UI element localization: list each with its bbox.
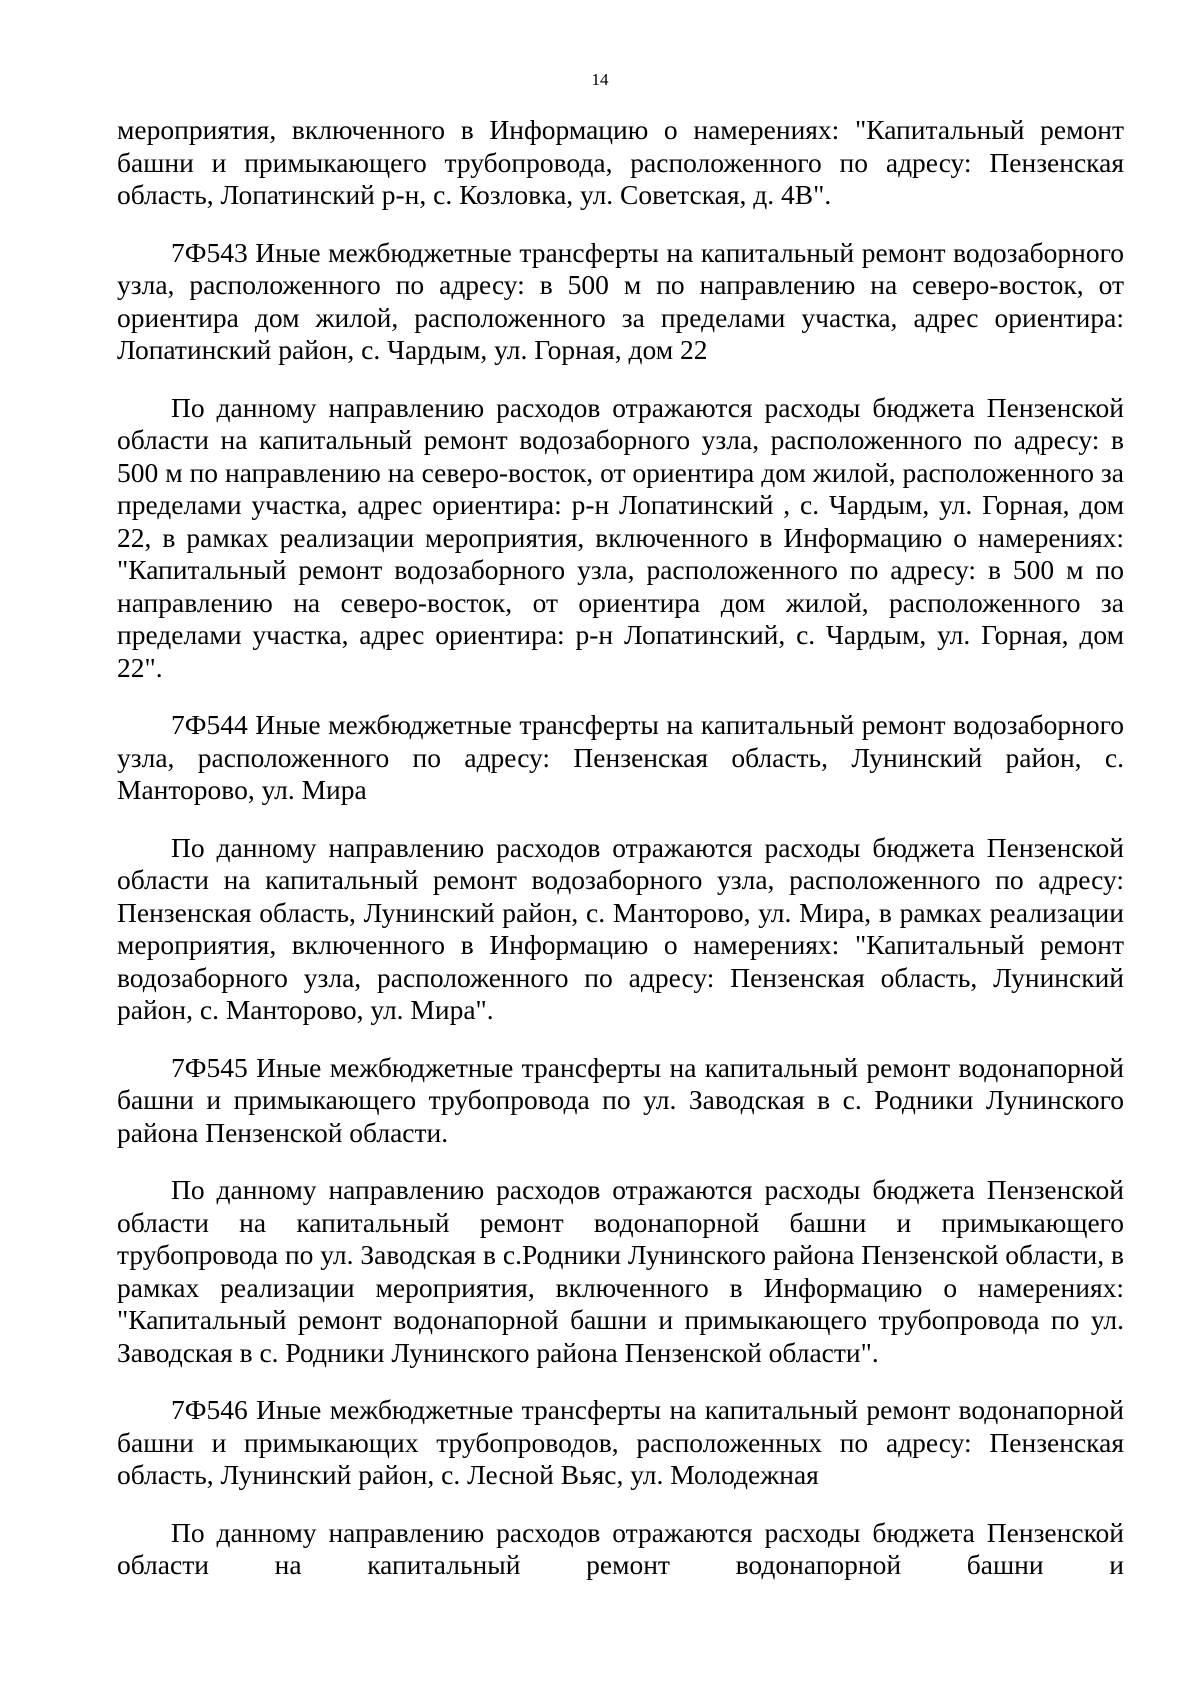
paragraph-7f544-title: 7Ф544 Иные межбюджетные трансферты на капитальный ремонт водозаборного узла, расположенного по адресу: Пензенская область, Лунинский район, с. Манторово, ул. Мира xyxy=(117,709,1124,805)
paragraph-7f546-description: По данному направлению расходов отражаются расходы бюджета Пензенской области на капитальный ремонт водонапорной башни и xyxy=(117,1516,1124,1580)
paragraph-7f546-title: 7Ф546 Иные межбюджетные трансферты на капитальный ремонт водонапорной башни и примыкающих трубопроводов, расположенных по адресу: Пензенская область, Лунинский район, с. Лесной Вьяс, ул. Молодежная xyxy=(117,1394,1124,1490)
paragraph-7f545-title: 7Ф545 Иные межбюджетные трансферты на капитальный ремонт водонапорной башни и примыкающего трубопровода по ул. Заводская в с. Родники Лунинского района Пензенской области. xyxy=(117,1051,1124,1148)
document-body xyxy=(117,114,1124,1607)
page-number: 14 xyxy=(591,70,609,89)
paragraph-7f543-description: По данному направлению расходов отражаются расходы бюджета Пензенской области на капитальный ремонт водозаборного узла, расположенного по адресу: в 500 м по направлению на северо-восток, от ориентира дом жилой, расположенного за пределами участка, адрес ориентира: р-н Лопатинский , с. Чардым, ул. Горная, дом 22, в рамках реализации мероприятия, включенного в Информацию о намерениях: "Капитальный ремонт водозаборного узла, расположенного по адресу: в 500 м по направлению на северо-восток, от ориентира дом жилой, расположенного за пределами участка, адрес ориентира: р-н Лопатинский, с. Чардым, ул. Горная, дом 22". xyxy=(117,391,1124,683)
paragraph-7f545-description: По данному направлению расходов отражаются расходы бюджета Пензенской области на капитальный ремонт водонапорной башни и примыкающего трубопровода по ул. Заводская в с.Родники Лунинского района Пензенской области, в рамках реализации мероприятия, включенного в Информацию о намерениях: "Капитальный ремонт водонапорной башни и примыкающего трубопровода по ул. Заводская в с. Родники Лунинского района Пензенской области". xyxy=(117,1174,1124,1368)
paragraph-7f544-description: По данному направлению расходов отражаются расходы бюджета Пензенской области на капитальный ремонт водозаборного узла, расположенного по адресу: Пензенская область, Лунинский район, с. Манторово, ул. Мира, в рамках реализации мероприятия, включенного в Информацию о намерениях: "Капитальный ремонт водозаборного узла, расположенного по адресу: Пензенская область, Лунинский район, с. Манторово, ул. Мира". xyxy=(117,831,1124,1025)
paragraph-continuation: мероприятия, включенного в Информацию о намерениях: "Капитальный ремонт башни и примыкающего трубопровода, расположенного по адресу: Пензенская область, Лопатинский р-н, с. Козловка, ул. Советская, д. 4В". xyxy=(117,114,1124,210)
paragraph-7f543-title: 7Ф543 Иные межбюджетные трансферты на капитальный ремонт водозаборного узла, расположенного по адресу: в 500 м по направлению на северо-восток, от ориентира дом жилой, расположенного за пределами участка, адрес ориентира: Лопатинский район, с. Чардым, ул. Горная, дом 22 xyxy=(117,236,1124,365)
